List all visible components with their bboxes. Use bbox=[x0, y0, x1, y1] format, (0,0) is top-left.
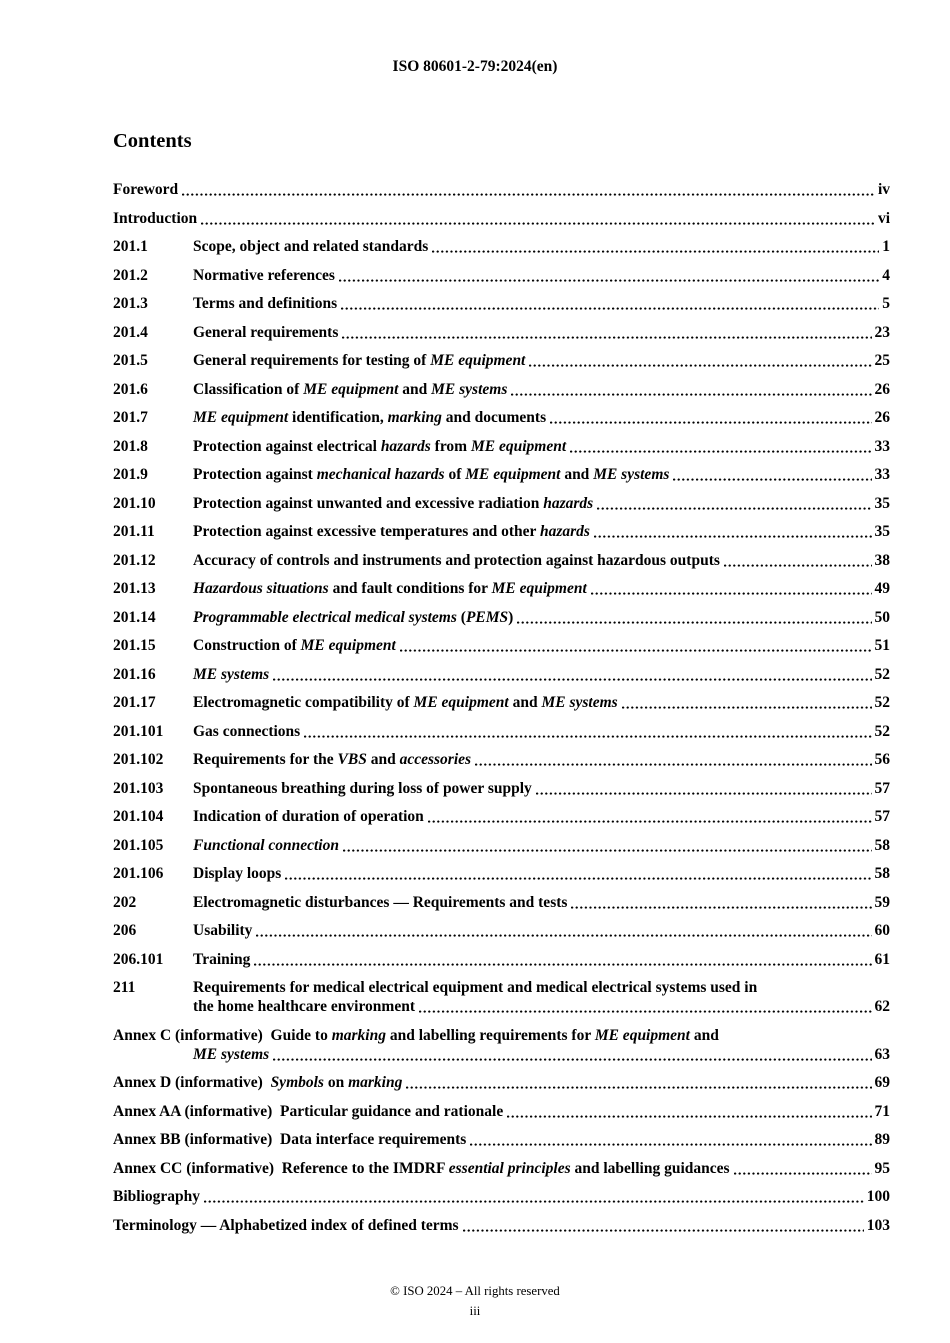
toc-leader-dots bbox=[594, 522, 872, 541]
toc-entry[interactable] bbox=[113, 323, 890, 342]
toc-entry-title: Protection against excessive temperatures and other hazards bbox=[193, 523, 590, 540]
toc-entry[interactable] bbox=[113, 864, 890, 883]
toc-entry[interactable] bbox=[113, 693, 890, 712]
toc-entry-number: 201.11 bbox=[113, 523, 155, 540]
document-header-title: ISO 80601-2-79:2024(en) bbox=[392, 58, 558, 75]
toc-line bbox=[113, 722, 890, 741]
toc-line bbox=[113, 893, 890, 912]
toc-entry-number: 201.103 bbox=[113, 779, 164, 797]
toc-entry-number: 201.14 bbox=[113, 608, 156, 626]
toc-entry-title: Terminology — Alphabetized index of defined terms bbox=[113, 1216, 459, 1234]
toc-entry-number: 201.106 bbox=[113, 865, 164, 882]
toc-entry-number: 201.101 bbox=[113, 722, 164, 740]
toc-line bbox=[113, 551, 890, 570]
toc-entry-title: ME systems bbox=[193, 1045, 270, 1063]
toc-page-number: 69 bbox=[874, 1074, 890, 1091]
toc-line bbox=[113, 807, 890, 826]
toc-leader-dots bbox=[550, 408, 871, 427]
toc-leader-dots bbox=[432, 237, 879, 256]
toc-page-number: 33 bbox=[874, 437, 890, 455]
toc-entry-number: 201.5 bbox=[113, 352, 148, 369]
toc-leader-dots bbox=[511, 380, 871, 399]
toc-entry-number: 201.12 bbox=[113, 551, 156, 569]
toc-entry-number: 201.3 bbox=[113, 295, 148, 312]
toc-entry[interactable] bbox=[113, 180, 890, 199]
toc-entry-number: 201.105 bbox=[113, 836, 164, 854]
toc-line bbox=[113, 1216, 890, 1235]
toc-page-number: 56 bbox=[874, 751, 890, 768]
toc-entry-number: 201.7 bbox=[113, 409, 148, 426]
toc-leader-dots bbox=[273, 1045, 871, 1064]
toc-entry-title: Display loops bbox=[193, 865, 282, 882]
toc-entry[interactable] bbox=[113, 836, 890, 855]
toc-page-number: 49 bbox=[874, 580, 890, 597]
toc-entry-number: 206.101 bbox=[113, 950, 164, 968]
toc-entry-title: Requirements for the VBS and accessories bbox=[193, 751, 472, 768]
toc-entry-title: Usability bbox=[193, 922, 253, 939]
toc-entry-number: 201.10 bbox=[113, 494, 156, 512]
toc-page-number: 4 bbox=[882, 266, 890, 284]
toc-line bbox=[113, 1026, 890, 1045]
toc-entry-title: Normative references bbox=[193, 266, 335, 284]
toc-page-number: 26 bbox=[874, 409, 890, 426]
toc-leader-dots bbox=[343, 836, 872, 855]
toc-entry-number: 211 bbox=[113, 979, 136, 996]
toc-page-number: 95 bbox=[874, 1159, 890, 1177]
toc-page-number: 52 bbox=[874, 665, 890, 683]
toc-leader-dots bbox=[273, 665, 871, 684]
toc-line bbox=[113, 1102, 890, 1121]
toc-line bbox=[113, 1159, 890, 1178]
toc-line bbox=[113, 266, 890, 285]
toc-entry[interactable] bbox=[113, 1159, 890, 1178]
toc-page-number: 26 bbox=[874, 380, 890, 398]
toc-line bbox=[113, 665, 890, 684]
toc-leader-dots bbox=[428, 807, 872, 826]
toc-page-number: 25 bbox=[874, 352, 890, 369]
toc-page-number: 58 bbox=[874, 865, 890, 882]
toc-leader-dots bbox=[475, 750, 871, 769]
toc-page-number: 57 bbox=[874, 779, 890, 797]
toc-line bbox=[113, 750, 890, 769]
toc-line bbox=[113, 978, 890, 997]
toc-entry-title: Classification of ME equipment and ME systems bbox=[193, 380, 508, 398]
toc-leader-dots bbox=[507, 1102, 871, 1121]
toc-entry-title: Introduction bbox=[113, 209, 198, 227]
toc-page-number: 52 bbox=[874, 722, 890, 740]
toc-entry-number: 201.104 bbox=[113, 808, 164, 825]
toc-entry[interactable] bbox=[113, 1187, 890, 1206]
toc-entry-title: Programmable electrical medical systems (PEMS) bbox=[193, 608, 514, 626]
toc-page-number: 89 bbox=[874, 1131, 890, 1148]
toc-entry[interactable] bbox=[113, 266, 890, 285]
toc-entry-title: General requirements bbox=[193, 323, 339, 341]
toc-entry-title: Annex D (informative) Symbols on marking bbox=[113, 1074, 403, 1091]
toc-entry[interactable] bbox=[113, 1026, 890, 1064]
toc-line bbox=[113, 579, 890, 598]
toc-leader-dots bbox=[339, 266, 879, 285]
toc-entry-number: 201.13 bbox=[113, 580, 156, 597]
toc-entry-number: 201.9 bbox=[113, 466, 148, 483]
toc-entry[interactable] bbox=[113, 209, 890, 228]
toc-leader-dots bbox=[400, 636, 872, 655]
toc-line bbox=[113, 693, 890, 712]
toc-entry-title: General requirements for testing of ME equipment bbox=[193, 352, 526, 369]
toc-entry-title: Electromagnetic compatibility of ME equipment and ME systems bbox=[193, 694, 618, 711]
toc-page-number: 52 bbox=[874, 694, 890, 711]
toc-line bbox=[113, 1187, 890, 1206]
page-footer bbox=[0, 1281, 950, 1321]
toc-entry-number: 206 bbox=[113, 922, 137, 939]
toc-leader-dots bbox=[204, 1187, 864, 1206]
toc-line bbox=[113, 997, 890, 1016]
toc-line bbox=[113, 1130, 890, 1149]
toc-entry-number: 202 bbox=[113, 893, 137, 911]
toc-line bbox=[113, 836, 890, 855]
toc-entry-title: ME systems bbox=[193, 665, 270, 683]
toc-entry-title: Terms and definitions bbox=[193, 295, 338, 312]
toc-line bbox=[113, 636, 890, 655]
toc-page-number: 60 bbox=[874, 922, 890, 939]
page-content bbox=[0, 129, 950, 1235]
toc-page-number: 51 bbox=[874, 637, 890, 654]
toc-entry-title: Foreword bbox=[113, 181, 179, 198]
toc-leader-dots bbox=[724, 551, 872, 570]
toc-entry-title: Scope, object and related standards bbox=[193, 238, 429, 255]
toc-leader-dots bbox=[256, 921, 871, 940]
toc-entry-title: Accuracy of controls and instruments and protection against hazardous outputs bbox=[193, 551, 720, 569]
toc-line bbox=[113, 351, 890, 370]
toc-entry-title: Gas connections bbox=[193, 722, 301, 740]
toc-leader-dots bbox=[342, 323, 871, 342]
toc-entry[interactable] bbox=[113, 465, 890, 484]
toc-line bbox=[113, 237, 890, 256]
toc-entry[interactable] bbox=[113, 551, 890, 570]
toc-line bbox=[113, 1045, 890, 1064]
toc-entry[interactable] bbox=[113, 807, 890, 826]
toc-leader-dots bbox=[517, 608, 871, 627]
toc-entry[interactable] bbox=[113, 978, 890, 1016]
toc-leader-dots bbox=[285, 864, 871, 883]
toc-leader-dots bbox=[673, 465, 871, 484]
toc-entry-title: Annex AA (informative) Particular guidance and rationale bbox=[113, 1102, 504, 1120]
toc-entry-title: Indication of duration of operation bbox=[193, 808, 424, 825]
toc-leader-dots bbox=[341, 294, 879, 313]
toc-line bbox=[113, 323, 890, 342]
toc-entry[interactable] bbox=[113, 351, 890, 370]
toc-page-number: iv bbox=[877, 181, 890, 198]
toc-entry-number: 201.6 bbox=[113, 380, 148, 398]
toc-entry-title: Spontaneous breathing during loss of power supply bbox=[193, 779, 532, 797]
toc-entry[interactable] bbox=[113, 1102, 890, 1121]
toc-leader-dots bbox=[529, 351, 871, 370]
toc-entry-title: Bibliography bbox=[113, 1188, 200, 1205]
toc-entry-number: 201.1 bbox=[113, 238, 148, 255]
toc-line bbox=[113, 950, 890, 969]
toc-leader-dots bbox=[201, 209, 875, 228]
toc-list bbox=[113, 180, 890, 1235]
toc-page-number: 35 bbox=[874, 494, 890, 512]
toc-entry-number: 201.4 bbox=[113, 323, 148, 341]
toc-page-number: 71 bbox=[874, 1102, 890, 1120]
toc-line bbox=[113, 209, 890, 228]
toc-entry-title: Annex C (informative) Guide to marking and labelling requirements for ME equipment and bbox=[113, 1026, 719, 1044]
toc-entry[interactable] bbox=[113, 294, 890, 313]
toc-entry[interactable] bbox=[113, 722, 890, 741]
toc-entry-title: ME equipment identification, marking and documents bbox=[193, 409, 547, 426]
toc-leader-dots bbox=[570, 437, 871, 456]
toc-leader-dots bbox=[571, 893, 871, 912]
toc-entry[interactable] bbox=[113, 921, 890, 940]
toc-entry[interactable] bbox=[113, 522, 890, 541]
toc-entry[interactable] bbox=[113, 437, 890, 456]
toc-leader-dots bbox=[591, 579, 872, 598]
toc-entry[interactable] bbox=[113, 893, 890, 912]
toc-leader-dots bbox=[419, 997, 872, 1016]
toc-entry[interactable] bbox=[113, 1216, 890, 1235]
toc-entry-title: Protection against electrical hazards from ME equipment bbox=[193, 437, 567, 455]
toc-line bbox=[113, 437, 890, 456]
toc-entry-title: Annex BB (informative) Data interface requirements bbox=[113, 1131, 467, 1148]
toc-page-number: 103 bbox=[866, 1216, 890, 1234]
toc-entry-number: 201.17 bbox=[113, 694, 156, 711]
toc-entry[interactable] bbox=[113, 750, 890, 769]
toc-page-number: 33 bbox=[874, 466, 890, 483]
toc-leader-dots bbox=[470, 1130, 871, 1149]
toc-line bbox=[113, 779, 890, 798]
toc-entry-title: Protection against mechanical hazards of ME equipment and ME systems bbox=[193, 466, 670, 483]
toc-entry[interactable] bbox=[113, 779, 890, 798]
toc-entry[interactable] bbox=[113, 665, 890, 684]
toc-page-number: 5 bbox=[882, 295, 890, 312]
toc-line bbox=[113, 608, 890, 627]
toc-page-number: vi bbox=[877, 209, 890, 227]
toc-line bbox=[113, 494, 890, 513]
toc-entry-title: Requirements for medical electrical equipment and medical electrical systems used in bbox=[193, 979, 758, 996]
toc-page-number: 1 bbox=[882, 238, 890, 255]
toc-line bbox=[113, 465, 890, 484]
toc-line bbox=[113, 408, 890, 427]
toc-line bbox=[113, 522, 890, 541]
toc-line bbox=[113, 1073, 890, 1092]
toc-entry[interactable] bbox=[113, 1073, 890, 1092]
toc-leader-dots bbox=[463, 1216, 864, 1235]
toc-page-number: 35 bbox=[874, 523, 890, 540]
toc-line bbox=[113, 921, 890, 940]
toc-page-number: 61 bbox=[874, 950, 890, 968]
toc-leader-dots bbox=[622, 693, 872, 712]
toc-entry[interactable] bbox=[113, 636, 890, 655]
toc-entry-number: 201.102 bbox=[113, 751, 164, 768]
toc-page-number: 62 bbox=[874, 998, 890, 1015]
toc-page-number: 63 bbox=[874, 1045, 890, 1063]
toc-entry-number: 201.15 bbox=[113, 637, 156, 654]
toc-page-number: 38 bbox=[874, 551, 890, 569]
toc-entry-title: Electromagnetic disturbances — Requirements and tests bbox=[193, 893, 568, 911]
toc-page-number: 58 bbox=[874, 836, 890, 854]
toc-entry-title: Annex CC (informative) Reference to the IMDRF essential principles and labelling guidances bbox=[113, 1159, 730, 1177]
toc-entry-number: 201.8 bbox=[113, 437, 148, 455]
toc-page-number: 50 bbox=[874, 608, 890, 626]
toc-entry-title: the home healthcare environment bbox=[193, 998, 415, 1015]
toc-leader-dots bbox=[182, 180, 875, 199]
footer-page-number: iii bbox=[469, 1304, 481, 1318]
contents-heading: Contents bbox=[113, 130, 192, 152]
toc-entry-title: Construction of ME equipment bbox=[193, 637, 396, 654]
toc-page-number: 57 bbox=[874, 808, 890, 825]
toc-entry[interactable] bbox=[113, 950, 890, 969]
toc-entry[interactable] bbox=[113, 1130, 890, 1149]
toc-leader-dots bbox=[597, 494, 871, 513]
toc-entry[interactable] bbox=[113, 608, 890, 627]
toc-line bbox=[113, 864, 890, 883]
toc-entry[interactable] bbox=[113, 494, 890, 513]
toc-line bbox=[113, 380, 890, 399]
toc-page-number: 100 bbox=[866, 1188, 890, 1205]
toc-leader-dots bbox=[536, 779, 872, 798]
toc-entry-number: 201.16 bbox=[113, 665, 156, 683]
toc-page-number: 23 bbox=[874, 323, 890, 341]
toc-leader-dots bbox=[734, 1159, 872, 1178]
toc-entry[interactable] bbox=[113, 380, 890, 399]
toc-entry[interactable] bbox=[113, 408, 890, 427]
toc-leader-dots bbox=[304, 722, 871, 741]
toc-entry-title: Protection against unwanted and excessive radiation hazards bbox=[193, 494, 594, 512]
toc-entry-number: 201.2 bbox=[113, 266, 148, 284]
toc-line bbox=[113, 294, 890, 313]
footer-copyright: © ISO 2024 – All rights reserved bbox=[390, 1284, 560, 1298]
toc-entry[interactable] bbox=[113, 579, 890, 598]
toc-page-number: 59 bbox=[874, 893, 890, 911]
toc-entry-title: Hazardous situations and fault conditions for ME equipment bbox=[193, 580, 587, 597]
toc-entry[interactable] bbox=[113, 237, 890, 256]
toc-leader-dots bbox=[406, 1073, 871, 1092]
toc-entry-title: Functional connection bbox=[193, 836, 339, 854]
toc-entry-title: Training bbox=[193, 950, 251, 968]
toc-leader-dots bbox=[254, 950, 871, 969]
toc-line bbox=[113, 180, 890, 199]
